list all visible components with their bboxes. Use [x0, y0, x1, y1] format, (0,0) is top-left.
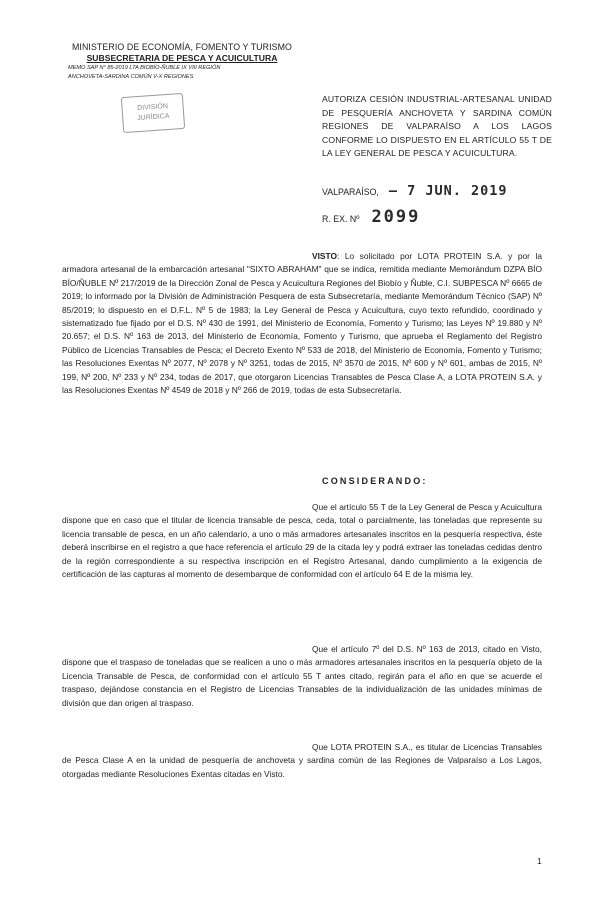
resolution-title: AUTORIZA CESIÓN INDUSTRIAL-ARTESANAL UNIDAD DE PESQUERÍA ANCHOVETA Y SARDINA COMÚN REGIONES DE VALPARAÍSO A LOS LAGOS CONFORME LO DISPUESTO EN EL ARTÍCULO 55 T DE LA LEY GENERAL DE PESCA Y ACUICULTURA.	[322, 94, 552, 159]
memo-reference-2: ANCHOVETA-SARDINA COMÚN V-X REGIONES	[68, 74, 194, 80]
considerando-paragraph-2	[62, 643, 542, 710]
visto-heading: VISTO	[312, 251, 337, 261]
visto-paragraph	[62, 250, 542, 397]
considerando-paragraph-3	[62, 741, 542, 781]
ministry-name: MINISTERIO DE ECONOMÍA, FOMENTO Y TURISMO	[72, 42, 292, 52]
stamp-line-1: DIVISIÓN	[137, 102, 169, 113]
stamp-line-2: JURÍDICA	[136, 112, 170, 123]
subsecretary-name: SUBSECRETARIA DE PESCA Y ACUICULTURA	[86, 53, 278, 63]
resolution-number-line	[322, 207, 420, 227]
page-number: 1	[537, 856, 542, 866]
date-line	[322, 183, 508, 199]
resolution-label: R. EX. Nº	[322, 214, 360, 224]
date-value: – 7 JUN. 2019	[388, 183, 508, 199]
considerando-text-3: Que LOTA PROTEIN S.A., es titular de Licencias Transables de Pesca Clase A en la unidad de pesquería de anchoveta y sardina común de las Regiones de Valparaíso a Los Lagos, otorgadas mediante Resoluciones Exentas citadas en Visto.	[62, 742, 542, 779]
date-place: VALPARAÍSO,	[322, 187, 379, 197]
considerando-paragraph-1	[62, 501, 542, 581]
juridica-stamp	[121, 93, 185, 133]
letterhead	[62, 42, 302, 82]
considerando-text-1: Que el artículo 55 T de la Ley General de Pesca y Acuicultura dispone que en caso que el titular de licencia transable de pesca, ceda, total o parcialmente, las toneladas que represente su licencia transable de pesca, en un año calendario, a uno o más armadores artesanales inscritos en la pesquería respectiva, éste deberá inscribirse en el registro a que hace referencia el artículo 29 de la citada ley y podrá extraer las toneladas cedidas dentro de la región correspondiente a su respectiva inscripción en el Registro Artesanal, dando cumplimiento a la exigencia de certificación de las capturas al momento de desembarque de conformidad con el artículo 64 E de la misma ley.	[62, 502, 542, 580]
visto-text: : Lo solicitado por LOTA PROTEIN S.A. y por la armadora artesanal de la embarcación artesanal "SIXTO ABRAHAM" que se indica, remitida mediante Memorándum DZPA BÍO BÍO/ÑUBLE Nº 217/2019 de la Dirección Zonal de Pesca y Acuicultura Regiones del Biobío y Ñuble, C.I. SUBPESCA Nº 6665 de 2019; lo informado por la División de Administración Pesquera de esta Subsecretaría, mediante Memorándum Técnico (SAP) Nº 85/2019; lo dispuesto en el D.F.L. Nº 5 de 1983; la Ley General de Pesca y Acuicultura, cuyo texto refundido, coordinado y sistematizado fue fijado por el D.S. Nº 430 de 1991, del Ministerio de Economía, Fomento y Turismo; las Leyes Nº 19.880 y Nº 20.657; el D.S. Nº 163 de 2013, del Ministerio de Economía, Fomento y Turismo, que aprueba el Reglamento del Registro Público de Licencias Transables de Pesca; el Decreto Exento Nº 533 de 2018, del Ministerio de Economía, Fomento y Turismo; las Resoluciones Exentas Nº 2077, Nº 2078 y Nº 3251, todas de 2015, Nº 3570 de 2015, Nº 600 y Nº 601, ambas de 2015, Nº 199, Nº 200, Nº 233 y Nº 234, todas de 2017, que otorgaron Licencias Transables de Pesca Clase A, a LOTA PROTEIN S.A. y las Resoluciones Exentas Nº 4549 de 2018 y Nº 266 de 2019, todas de esta Subsecretaría.	[62, 251, 542, 396]
memo-reference: MEMO SAP N° 85-2019 LTA BIOBÍO-ÑUBLE IX VIII REGIÓN	[68, 65, 221, 71]
considerando-text-2: Que el artículo 7º del D.S. Nº 163 de 2013, citado en Visto, dispone que el traspaso de toneladas que se realicen a uno o más armadores artesanales inscritos en la pesquería objeto de la Licencia Transable de Pesca, de conformidad con el artículo 55 T antes citado, regirán para el año en que se acuerde el traspaso, dejándose constancia en el Registro de Licencias Transables de la individualización de las unidades mínimas de división que dan origen al traspaso.	[62, 644, 542, 708]
resolution-number: 2099	[371, 207, 421, 227]
considerando-heading: CONSIDERANDO:	[322, 476, 428, 486]
